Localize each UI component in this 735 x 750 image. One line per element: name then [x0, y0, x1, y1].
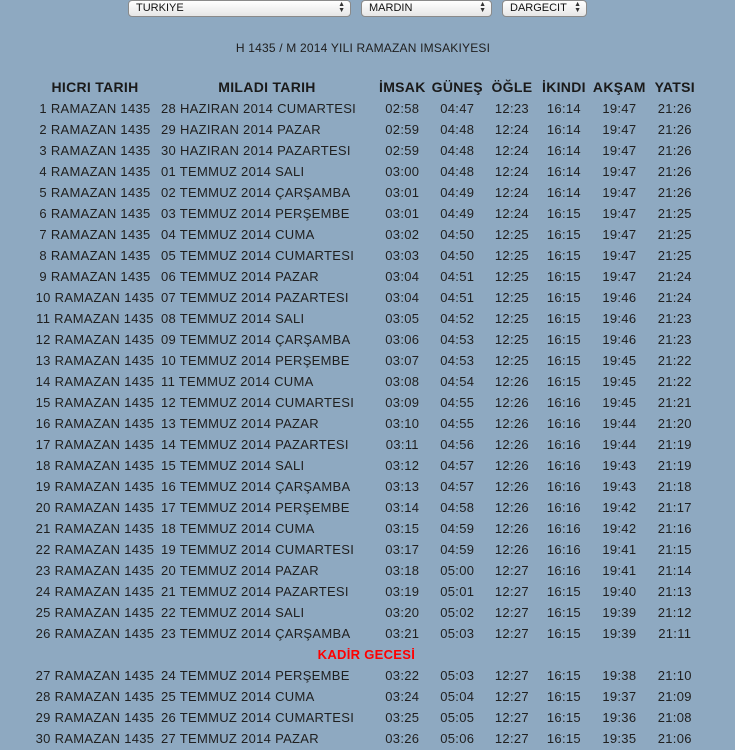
cell-aksam: 19:40 [602, 584, 637, 599]
cell-gunes: 05:06 [440, 731, 475, 746]
cell-miladi: 01 TEMMUZ 2014 SALI [161, 164, 305, 179]
cell-ogle: 12:25 [494, 332, 529, 347]
cell-miladi: 14 TEMMUZ 2014 PAZARTESI [161, 437, 349, 452]
cell-ogle: 12:27 [494, 689, 529, 704]
cell-aksam: 19:47 [602, 227, 637, 242]
cell-hicri: 4 RAMAZAN 1435 [39, 164, 151, 179]
table-row [32, 665, 701, 686]
city-select[interactable] [361, 0, 492, 17]
table-row [32, 581, 701, 602]
cell-yatsi: 21:14 [657, 563, 692, 578]
cell-aksam: 19:46 [602, 311, 637, 326]
cell-yatsi: 21:20 [657, 416, 692, 431]
cell-ogle: 12:27 [494, 605, 529, 620]
cell-gunes: 04:54 [440, 374, 475, 389]
cell-hicri: 23 RAMAZAN 1435 [35, 563, 155, 578]
cell-aksam: 19:36 [602, 710, 637, 725]
cell-imsak: 03:15 [385, 521, 420, 536]
table-row [32, 686, 701, 707]
table-row [32, 350, 701, 371]
table-row [32, 308, 701, 329]
select-arrows-icon: ▲ ▼ [479, 1, 486, 14]
header-ogle: ÖĞLE [491, 79, 533, 95]
cell-gunes: 04:48 [440, 143, 475, 158]
cell-ikindi: 16:15 [546, 248, 581, 263]
cell-aksam: 19:47 [602, 143, 637, 158]
district-select-value: DARGECIT [510, 2, 567, 14]
cell-hicri: 5 RAMAZAN 1435 [39, 185, 151, 200]
cell-miladi: 27 TEMMUZ 2014 PAZAR [161, 731, 319, 746]
select-arrows-icon: ▲ ▼ [338, 1, 345, 14]
header-yatsi: YATSI [654, 79, 695, 95]
cell-gunes: 04:59 [440, 542, 475, 557]
cell-gunes: 04:55 [440, 416, 475, 431]
cell-aksam: 19:47 [602, 101, 637, 116]
cell-aksam: 19:46 [602, 332, 637, 347]
cell-hicri: 15 RAMAZAN 1435 [35, 395, 155, 410]
cell-ogle: 12:27 [494, 668, 529, 683]
table-row [32, 413, 701, 434]
cell-miladi: 24 TEMMUZ 2014 PERŞEMBE [161, 668, 350, 683]
cell-hicri: 12 RAMAZAN 1435 [35, 332, 155, 347]
cell-aksam: 19:38 [602, 668, 637, 683]
table-row [32, 623, 701, 644]
cell-yatsi: 21:08 [657, 710, 692, 725]
cell-imsak: 03:10 [385, 416, 420, 431]
cell-aksam: 19:45 [602, 395, 637, 410]
cell-miladi: 21 TEMMUZ 2014 PAZARTESI [161, 584, 349, 599]
country-select[interactable] [128, 0, 351, 17]
cell-ogle: 12:24 [494, 143, 529, 158]
cell-hicri: 13 RAMAZAN 1435 [35, 353, 155, 368]
cell-miladi: 20 TEMMUZ 2014 PAZAR [161, 563, 319, 578]
cell-ogle: 12:23 [494, 101, 529, 116]
cell-hicri: 7 RAMAZAN 1435 [39, 227, 151, 242]
table-row [32, 329, 701, 350]
cell-hicri: 11 RAMAZAN 1435 [36, 311, 154, 326]
cell-hicri: 9 RAMAZAN 1435 [39, 269, 151, 284]
cell-gunes: 04:55 [440, 395, 475, 410]
cell-gunes: 05:02 [440, 605, 475, 620]
cell-aksam: 19:42 [602, 500, 637, 515]
table-row [32, 371, 701, 392]
cell-hicri: 3 RAMAZAN 1435 [39, 143, 151, 158]
cell-aksam: 19:42 [602, 521, 637, 536]
cell-yatsi: 21:26 [657, 143, 692, 158]
cell-yatsi: 21:11 [658, 626, 692, 641]
cell-ikindi: 16:14 [546, 122, 581, 137]
table-row [32, 203, 701, 224]
cell-gunes: 04:51 [440, 269, 475, 284]
cell-imsak: 03:18 [385, 563, 420, 578]
select-arrows-icon: ▲ ▼ [574, 1, 581, 14]
cell-imsak: 03:01 [385, 185, 420, 200]
cell-ogle: 12:24 [494, 122, 529, 137]
district-select[interactable] [502, 0, 587, 17]
cell-gunes: 05:03 [440, 668, 475, 683]
cell-ikindi: 16:16 [546, 437, 581, 452]
cell-ogle: 12:26 [494, 521, 529, 536]
cell-gunes: 04:47 [440, 101, 475, 116]
cell-yatsi: 21:18 [657, 479, 692, 494]
cell-miladi: 06 TEMMUZ 2014 PAZAR [161, 269, 319, 284]
cell-aksam: 19:46 [602, 290, 637, 305]
cell-miladi: 10 TEMMUZ 2014 PERŞEMBE [161, 353, 350, 368]
cell-yatsi: 21:26 [657, 185, 692, 200]
cell-ikindi: 16:16 [546, 542, 581, 557]
cell-ogle: 12:26 [494, 437, 529, 452]
cell-gunes: 04:59 [440, 521, 475, 536]
cell-yatsi: 21:09 [657, 689, 692, 704]
cell-gunes: 05:03 [440, 626, 475, 641]
cell-miladi: 12 TEMMUZ 2014 CUMARTESI [161, 395, 355, 410]
cell-gunes: 04:56 [440, 437, 475, 452]
cell-gunes: 04:52 [440, 311, 475, 326]
cell-aksam: 19:47 [602, 122, 637, 137]
cell-gunes: 05:01 [440, 584, 475, 599]
cell-miladi: 22 TEMMUZ 2014 SALI [161, 605, 305, 620]
cell-yatsi: 21:26 [657, 101, 692, 116]
cell-miladi: 05 TEMMUZ 2014 CUMARTESI [161, 248, 355, 263]
cell-imsak: 03:05 [385, 311, 420, 326]
cell-hicri: 18 RAMAZAN 1435 [35, 458, 155, 473]
cell-gunes: 04:49 [440, 206, 475, 221]
cell-imsak: 02:58 [385, 101, 420, 116]
cell-yatsi: 21:22 [657, 353, 692, 368]
cell-ikindi: 16:15 [546, 290, 581, 305]
cell-hicri: 17 RAMAZAN 1435 [35, 437, 155, 452]
table-row [32, 560, 701, 581]
cell-yatsi: 21:26 [657, 122, 692, 137]
cell-ikindi: 16:15 [546, 584, 581, 599]
table-row [32, 602, 701, 623]
table-header-row [32, 76, 701, 98]
cell-imsak: 03:07 [385, 353, 420, 368]
cell-gunes: 04:57 [440, 479, 475, 494]
cell-hicri: 20 RAMAZAN 1435 [35, 500, 155, 515]
cell-ikindi: 16:16 [546, 416, 581, 431]
cell-ogle: 12:27 [494, 626, 529, 641]
cell-imsak: 03:13 [385, 479, 420, 494]
cell-aksam: 19:44 [602, 416, 637, 431]
cell-imsak: 03:03 [385, 248, 420, 263]
cell-gunes: 04:53 [440, 332, 475, 347]
cell-ogle: 12:27 [494, 710, 529, 725]
cell-aksam: 19:41 [602, 563, 637, 578]
cell-ogle: 12:25 [494, 227, 529, 242]
cell-ikindi: 16:14 [546, 164, 581, 179]
header-gunes: GÜNEŞ [431, 79, 483, 95]
cell-imsak: 02:59 [385, 143, 420, 158]
cell-hicri: 14 RAMAZAN 1435 [35, 374, 155, 389]
cell-miladi: 07 TEMMUZ 2014 PAZARTESI [161, 290, 349, 305]
cell-ogle: 12:25 [494, 353, 529, 368]
cell-imsak: 03:04 [385, 269, 420, 284]
cell-ogle: 12:27 [494, 731, 529, 746]
cell-gunes: 05:04 [440, 689, 475, 704]
cell-miladi: 03 TEMMUZ 2014 PERŞEMBE [161, 206, 350, 221]
table-row [32, 119, 701, 140]
cell-ikindi: 16:15 [546, 332, 581, 347]
cell-hicri: 16 RAMAZAN 1435 [35, 416, 155, 431]
cell-ikindi: 16:15 [546, 605, 581, 620]
cell-aksam: 19:43 [602, 458, 637, 473]
cell-yatsi: 21:23 [657, 332, 692, 347]
cell-hicri: 24 RAMAZAN 1435 [35, 584, 155, 599]
cell-yatsi: 21:24 [657, 269, 692, 284]
cell-ikindi: 16:16 [546, 500, 581, 515]
table-body-part1 [32, 98, 701, 644]
cell-gunes: 05:05 [440, 710, 475, 725]
cell-imsak: 03:02 [385, 227, 420, 242]
cell-hicri: 6 RAMAZAN 1435 [39, 206, 151, 221]
cell-yatsi: 21:06 [657, 731, 692, 746]
page-title: H 1435 / M 2014 YILI RAMAZAN IMSAKIYESI [235, 41, 491, 55]
cell-hicri: 10 RAMAZAN 1435 [35, 290, 155, 305]
cell-miladi: 29 HAZIRAN 2014 PAZAR [161, 122, 321, 137]
cell-ikindi: 16:15 [546, 206, 581, 221]
cell-aksam: 19:39 [602, 626, 637, 641]
cell-aksam: 19:41 [602, 542, 637, 557]
cell-hicri: 26 RAMAZAN 1435 [35, 626, 155, 641]
table-row [32, 707, 701, 728]
table-row [32, 392, 701, 413]
cell-ogle: 12:26 [494, 416, 529, 431]
cell-aksam: 19:43 [602, 479, 637, 494]
cell-ikindi: 16:14 [546, 185, 581, 200]
table-row [32, 455, 701, 476]
cell-ogle: 12:26 [494, 500, 529, 515]
cell-ikindi: 16:15 [546, 731, 581, 746]
cell-imsak: 03:26 [385, 731, 420, 746]
cell-ikindi: 16:16 [546, 458, 581, 473]
cell-aksam: 19:47 [602, 269, 637, 284]
cell-yatsi: 21:22 [657, 374, 692, 389]
cell-aksam: 19:47 [602, 185, 637, 200]
cell-gunes: 04:50 [440, 227, 475, 242]
kadir-section [32, 644, 701, 665]
cell-ogle: 12:27 [494, 584, 529, 599]
city-select-value: MARDIN [369, 2, 413, 14]
cell-aksam: 19:39 [602, 605, 637, 620]
cell-hicri: 8 RAMAZAN 1435 [39, 248, 151, 263]
kadir-gecesi-label: KADİR GECESİ [317, 647, 416, 662]
cell-miladi: 26 TEMMUZ 2014 CUMARTESI [161, 710, 355, 725]
cell-ikindi: 16:16 [546, 563, 581, 578]
cell-miladi: 19 TEMMUZ 2014 CUMARTESI [161, 542, 355, 557]
cell-ikindi: 16:15 [546, 311, 581, 326]
cell-miladi: 17 TEMMUZ 2014 PERŞEMBE [161, 500, 350, 515]
cell-miladi: 04 TEMMUZ 2014 CUMA [161, 227, 315, 242]
cell-imsak: 03:11 [385, 437, 419, 452]
cell-imsak: 03:25 [385, 710, 420, 725]
table-row [32, 728, 701, 749]
cell-ikindi: 16:15 [546, 668, 581, 683]
header-miladi: MILADI TARIH [218, 79, 316, 95]
table-row [32, 434, 701, 455]
kadir-gecesi-row [32, 644, 701, 665]
cell-ogle: 12:24 [494, 164, 529, 179]
table-row [32, 140, 701, 161]
cell-gunes: 04:50 [440, 248, 475, 263]
table-row [32, 539, 701, 560]
cell-ogle: 12:25 [494, 248, 529, 263]
cell-ogle: 12:26 [494, 479, 529, 494]
cell-hicri: 30 RAMAZAN 1435 [35, 731, 155, 746]
cell-miladi: 18 TEMMUZ 2014 CUMA [161, 521, 315, 536]
cell-aksam: 19:45 [602, 374, 637, 389]
table-row [32, 98, 701, 119]
cell-miladi: 08 TEMMUZ 2014 SALI [161, 311, 305, 326]
cell-gunes: 04:58 [440, 500, 475, 515]
cell-yatsi: 21:25 [657, 227, 692, 242]
cell-imsak: 03:24 [385, 689, 420, 704]
cell-hicri: 28 RAMAZAN 1435 [35, 689, 155, 704]
cell-aksam: 19:44 [602, 437, 637, 452]
cell-yatsi: 21:17 [657, 500, 692, 515]
table-body-part2 [32, 665, 701, 749]
cell-ikindi: 16:15 [546, 626, 581, 641]
cell-ikindi: 16:16 [546, 479, 581, 494]
country-select-value: TURKIYE [136, 2, 184, 14]
cell-ogle: 12:24 [494, 185, 529, 200]
cell-aksam: 19:47 [602, 164, 637, 179]
cell-gunes: 04:48 [440, 122, 475, 137]
cell-ogle: 12:26 [494, 395, 529, 410]
cell-yatsi: 21:23 [657, 311, 692, 326]
cell-imsak: 03:14 [385, 500, 420, 515]
cell-yatsi: 21:25 [657, 248, 692, 263]
cell-yatsi: 21:24 [657, 290, 692, 305]
cell-ikindi: 16:16 [546, 521, 581, 536]
table-row [32, 287, 701, 308]
table-row [32, 518, 701, 539]
table-row [32, 476, 701, 497]
cell-imsak: 03:06 [385, 332, 420, 347]
cell-ikindi: 16:16 [546, 395, 581, 410]
cell-ogle: 12:25 [494, 269, 529, 284]
cell-miladi: 25 TEMMUZ 2014 CUMA [161, 689, 315, 704]
cell-ikindi: 16:15 [546, 710, 581, 725]
cell-imsak: 03:08 [385, 374, 420, 389]
cell-miladi: 23 TEMMUZ 2014 ÇARŞAMBA [161, 626, 351, 641]
cell-ogle: 12:25 [494, 311, 529, 326]
cell-hicri: 2 RAMAZAN 1435 [39, 122, 151, 137]
cell-yatsi: 21:13 [657, 584, 692, 599]
cell-miladi: 02 TEMMUZ 2014 ÇARŞAMBA [161, 185, 351, 200]
header-aksam: AKŞAM [592, 79, 646, 95]
cell-hicri: 27 RAMAZAN 1435 [35, 668, 155, 683]
cell-hicri: 19 RAMAZAN 1435 [35, 479, 155, 494]
cell-ikindi: 16:14 [546, 101, 581, 116]
cell-miladi: 13 TEMMUZ 2014 PAZAR [161, 416, 319, 431]
cell-yatsi: 21:15 [657, 542, 692, 557]
cell-gunes: 04:57 [440, 458, 475, 473]
cell-aksam: 19:37 [602, 689, 637, 704]
cell-yatsi: 21:21 [657, 395, 692, 410]
cell-hicri: 29 RAMAZAN 1435 [35, 710, 155, 725]
cell-ikindi: 16:15 [546, 374, 581, 389]
cell-ogle: 12:26 [494, 374, 529, 389]
cell-miladi: 16 TEMMUZ 2014 ÇARŞAMBA [161, 479, 351, 494]
cell-imsak: 02:59 [385, 122, 420, 137]
cell-yatsi: 21:19 [657, 437, 692, 452]
cell-ogle: 12:27 [494, 563, 529, 578]
table-row [32, 266, 701, 287]
cell-yatsi: 21:26 [657, 164, 692, 179]
cell-imsak: 03:04 [385, 290, 420, 305]
cell-imsak: 03:19 [385, 584, 420, 599]
cell-yatsi: 21:16 [657, 521, 692, 536]
cell-gunes: 05:00 [440, 563, 475, 578]
cell-gunes: 04:53 [440, 353, 475, 368]
cell-miladi: 28 HAZIRAN 2014 CUMARTESI [161, 101, 357, 116]
cell-ogle: 12:25 [494, 290, 529, 305]
cell-ikindi: 16:14 [546, 143, 581, 158]
cell-hicri: 21 RAMAZAN 1435 [35, 521, 155, 536]
cell-miladi: 15 TEMMUZ 2014 SALI [161, 458, 305, 473]
table-row [32, 224, 701, 245]
cell-yatsi: 21:12 [657, 605, 692, 620]
cell-imsak: 03:00 [385, 164, 420, 179]
cell-yatsi: 21:19 [657, 458, 692, 473]
cell-aksam: 19:47 [602, 248, 637, 263]
cell-yatsi: 21:25 [657, 206, 692, 221]
header-hicri: HICRI TARIH [51, 79, 139, 95]
cell-aksam: 19:45 [602, 353, 637, 368]
cell-ikindi: 16:15 [546, 353, 581, 368]
cell-ogle: 12:26 [494, 458, 529, 473]
cell-imsak: 03:20 [385, 605, 420, 620]
cell-gunes: 04:48 [440, 164, 475, 179]
cell-hicri: 22 RAMAZAN 1435 [35, 542, 155, 557]
imsakiye-table [32, 76, 701, 749]
location-toolbar [0, 0, 735, 20]
cell-imsak: 03:17 [385, 542, 420, 557]
cell-aksam: 19:47 [602, 206, 637, 221]
cell-imsak: 03:09 [385, 395, 420, 410]
cell-hicri: 25 RAMAZAN 1435 [35, 605, 155, 620]
table-row [32, 161, 701, 182]
cell-imsak: 03:22 [385, 668, 420, 683]
cell-aksam: 19:35 [602, 731, 637, 746]
table-row [32, 497, 701, 518]
table-row [32, 182, 701, 203]
cell-gunes: 04:51 [440, 290, 475, 305]
cell-yatsi: 21:10 [657, 668, 692, 683]
cell-miladi: 09 TEMMUZ 2014 ÇARŞAMBA [161, 332, 351, 347]
cell-hicri: 1 RAMAZAN 1435 [39, 101, 151, 116]
cell-imsak: 03:21 [385, 626, 420, 641]
cell-miladi: 11 TEMMUZ 2014 CUMA [161, 374, 314, 389]
cell-ikindi: 16:15 [546, 227, 581, 242]
cell-ikindi: 16:15 [546, 689, 581, 704]
cell-ogle: 12:26 [494, 542, 529, 557]
cell-miladi: 30 HAZIRAN 2014 PAZARTESI [161, 143, 351, 158]
cell-ogle: 12:24 [494, 206, 529, 221]
cell-gunes: 04:49 [440, 185, 475, 200]
table-row [32, 245, 701, 266]
cell-imsak: 03:01 [385, 206, 420, 221]
header-imsak: İMSAK [379, 79, 426, 95]
cell-imsak: 03:12 [385, 458, 420, 473]
cell-ikindi: 16:15 [546, 269, 581, 284]
header-ikindi: İKINDI [542, 79, 586, 95]
